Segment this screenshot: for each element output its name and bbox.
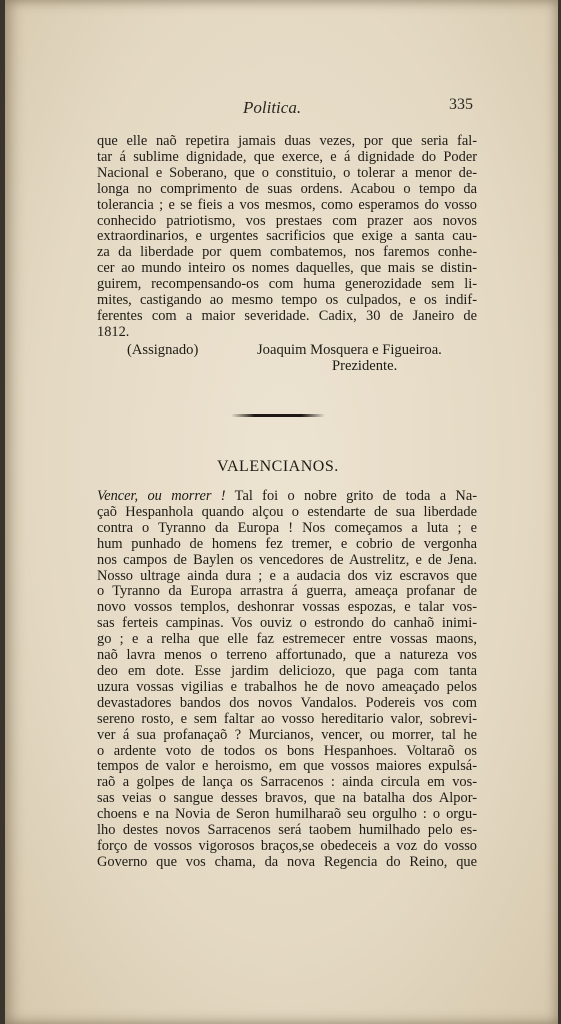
text-line: sereno rosto, e sem faltar ao vosso hereditario valor, sobrevi-: [97, 710, 477, 727]
text-line: extraordinarios, e urgentes sacrificios que exige a santa cau-: [97, 228, 477, 245]
paragraph-valencianos: [97, 489, 477, 871]
text-line: ver á sua profanaçaõ ? Murcianos, vencer, ou morrer, tal he: [97, 726, 477, 743]
page-number: 335: [449, 96, 473, 113]
text-line: contra o Tyranno da Europa ! Nos começamos a luta ; e: [97, 519, 477, 536]
text-line: mites, castigando ao mesmo tempo os culpados, e os indif-: [97, 292, 477, 309]
text-line: hum punhado de homens fez tremer, e cobrio de vergonha: [97, 535, 477, 552]
text-line: [97, 489, 477, 505]
text-line: devastadores bandos dos novos Vandalos. Podereis vos com: [97, 694, 477, 711]
section-title: VALENCIANOS.: [217, 458, 339, 475]
text-line: que elle naõ repetira jamais duas vezes, por que seria fal-: [97, 133, 477, 149]
text-line: deo em dote. Esse jardim deliciozo, que paga com tanta: [97, 662, 477, 679]
signatory-title: Prezidente.: [332, 358, 398, 374]
italic-motto: Vencer, ou morrer !: [97, 488, 226, 504]
text-line: tolerancia ; e se fieis a vos mesmos, como esperamos do vosso: [97, 196, 477, 213]
text-fragment: Tal foi o nobre grito de toda a Na-: [225, 488, 477, 504]
text-line: uzura vossas vigilias e trabalhos he de novo ameaçado pelos: [97, 678, 477, 695]
text-line: za da liberdade por quem combatemos, nos faremos conhe-: [97, 244, 477, 261]
text-line: tar á sublime dignidade, que exerce, e á dignidade do Poder: [97, 148, 477, 165]
text-line: sas ferteis campinas. Vos ouviz o estrondo do canhaõ inimi-: [97, 615, 477, 632]
text-line: raõ a golpes de lança os Sarracenos : ainda circula em vos-: [97, 774, 477, 791]
text-line: o ardente voto de todos os bons Hespanhoes. Voltaraõ os: [97, 742, 477, 759]
text-line: o Tyranno da Europa arrastra á guerra, ameaça profanar de: [97, 583, 477, 600]
text-line: longa no comprimento de suas ordens. Acabou o tempo da: [97, 180, 477, 197]
text-line: guirem, recompensando-os com huma generozidade sem li-: [97, 276, 477, 293]
text-line: Governo que vos chama, da nova Regencia do Reino, que: [97, 853, 477, 870]
paragraph-proclamation-end: [97, 134, 477, 341]
text-line: ferentes com a maior severidade. Cadix, 30 de Janeiro de: [97, 307, 477, 324]
text-line: naõ lavra menos o terreno affortunado, que a natureza vos: [97, 647, 477, 664]
text-line: sas veias o sangue desses bravos, que na batalha dos Alpor-: [97, 790, 477, 807]
running-head: Politica.: [243, 98, 302, 117]
text-line: çaõ Hespanhola quando alçou o estendarte de sua liberdade: [97, 503, 477, 520]
text-line: tempos de valor e heroismo, em que vossos maiores expulsá-: [97, 758, 477, 775]
text-line: forço de vossos vigorosos braços,se obedeceis a voz do vosso: [97, 837, 477, 854]
text-line: conhecido patriotismo, vos prestaes com prazer aos novos: [97, 212, 477, 229]
text-line: cer ao mundo inteiro os nomes daquelles, que mais se distin-: [97, 260, 477, 277]
text-line: choens e na Novia de Seron humilharaõ seu orgulho : o orgu-: [97, 806, 477, 823]
signature-assigned: (Assignado): [127, 342, 199, 358]
signature-block: [127, 342, 487, 376]
text-line: 1812.: [97, 323, 130, 340]
signatory-name: Joaquim Mosquera e Figueiroa.: [257, 342, 442, 358]
text-line: nos campos de Baylen os vencedores de Austrelitz, e de Jena.: [97, 551, 477, 568]
text-line: novo vossos templos, deshonrar vossas espozas, e talar vos-: [97, 599, 477, 616]
page-header: [5, 98, 558, 120]
text-line: go ; e a relha que elle faz estremecer entre vossas maons,: [97, 631, 477, 648]
book-page: [5, 0, 558, 1024]
text-line: lho destes novos Sarracenos será taobem humilhado pelo es-: [97, 822, 477, 839]
section-divider: [231, 414, 325, 417]
text-line: Nosso ultrage ainda dura ; e a audacia dos viz escravos que: [97, 567, 477, 584]
text-line: Nacional e Soberano, que o constituio, o tolerar a menor de-: [97, 164, 477, 181]
